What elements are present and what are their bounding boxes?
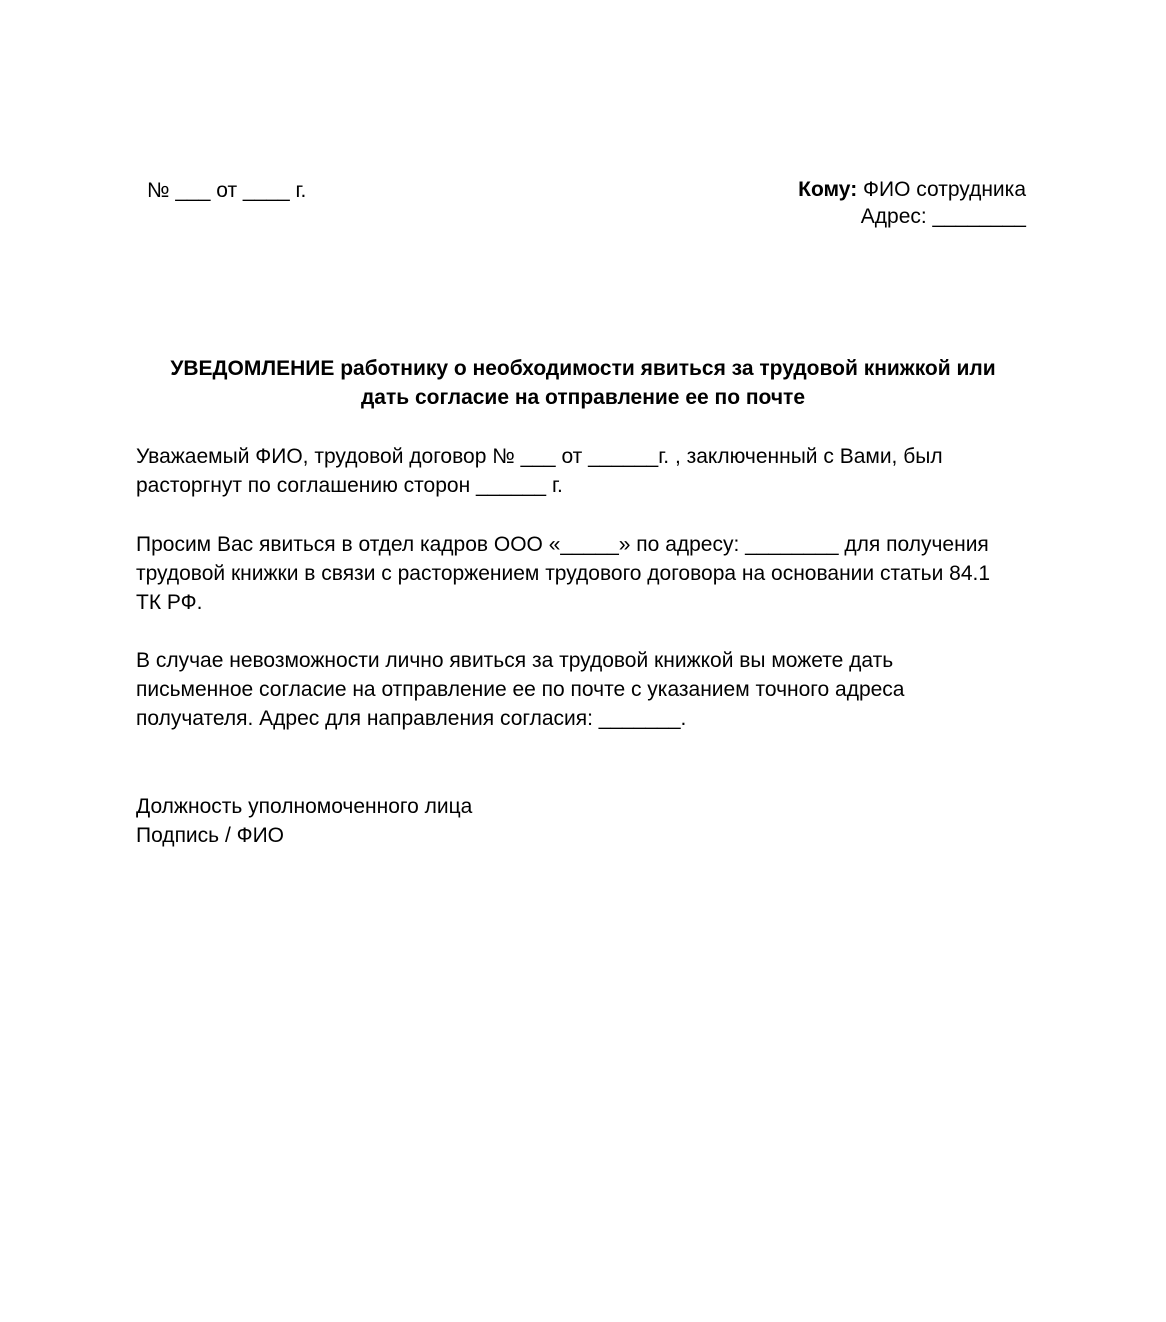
- paragraph-line: получателя. Адрес для направления согласия: _______.: [136, 707, 687, 730]
- paragraph-line: Уважаемый ФИО, трудовой договор № ___ от ______г. , заключенный с Вами, был: [136, 445, 943, 468]
- paragraph-request: [136, 530, 1036, 617]
- paragraph-contract: [136, 442, 1036, 500]
- signature-line: Подпись / ФИО: [136, 824, 285, 847]
- document-title: [136, 354, 1030, 412]
- recipient-address: Адрес: ________: [860, 205, 1026, 228]
- paragraph-alternative: [136, 646, 1036, 733]
- title-line-1: [136, 354, 1030, 383]
- paragraph-line: Просим Вас явиться в отдел кадров ООО «_____» по адресу: ________ для получения: [136, 533, 989, 556]
- paragraph-line: расторгнут по соглашению сторон ______ г.: [136, 474, 563, 497]
- title-line-2: дать согласие на отправление ее по почте: [360, 386, 806, 409]
- recipient-block: [798, 176, 1026, 230]
- recipient-name: ФИО сотрудника: [857, 178, 1026, 201]
- document-number: № ___ от ____ г.: [147, 179, 307, 202]
- recipient-line: [798, 176, 1026, 203]
- recipient-label: Кому:: [798, 178, 858, 201]
- title-keyword: УВЕДОМЛЕНИЕ: [170, 357, 335, 380]
- signature-block: [136, 792, 472, 850]
- paragraph-line: трудовой книжки в связи с расторжением трудового договора на основании статьи 84.1: [136, 562, 991, 585]
- paragraph-line: ТК РФ.: [136, 591, 203, 614]
- paragraph-line: В случае невозможности лично явиться за трудовой книжкой вы можете дать: [136, 649, 894, 672]
- signatory-position: Должность уполномоченного лица: [136, 795, 473, 818]
- paragraph-line: письменное согласие на отправление ее по почте с указанием точного адреса: [136, 678, 905, 701]
- title-line-1-rest: работнику о необходимости явиться за трудовой книжкой или: [334, 357, 996, 380]
